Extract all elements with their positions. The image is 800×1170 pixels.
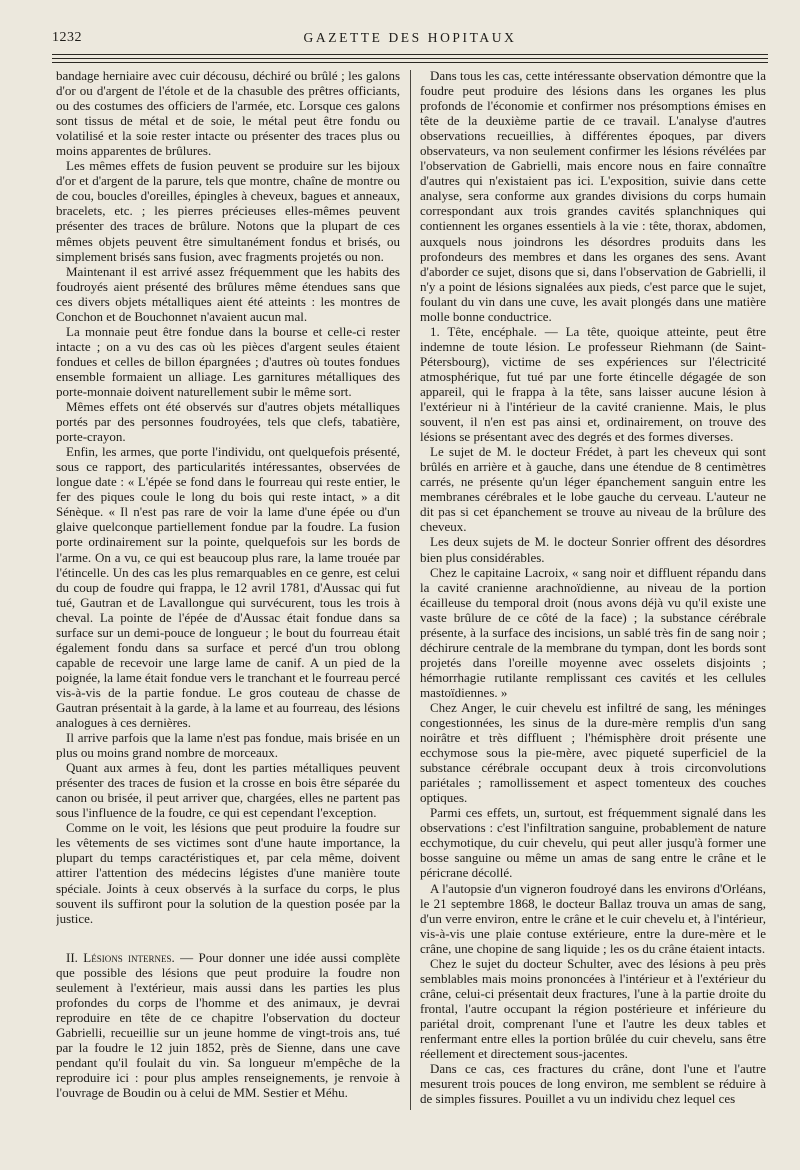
paragraph: Il arrive parfois que la lame n'est pas fondue, mais brisée en un plus ou moins grand nombre de morceaux. <box>56 730 400 761</box>
paragraph: Maintenant il est arrivé assez fréquemment que les habits des foudroyés aient présenté des brûlures même étendues sans que ces divers objets métalliques aient été atteints : les montres de Conchon et de Bouchonnet n'avaient aucun mal. <box>56 263 400 324</box>
column-divider <box>410 70 411 1110</box>
page-number: 1232 <box>52 30 82 45</box>
page-header <box>52 30 768 50</box>
paragraph: La monnaie peut être fondue dans la bourse et celle-ci rester intacte ; on a vu des cas où les pièces d'argent seules étaient fondues et celles de billon épargnées ; d'autres où toutes fondues ensemble formaient un alliage. Les garnitures métalliques des porte-monnaie doivent naturellement subir le même sort. <box>56 323 400 399</box>
left-column <box>56 68 400 1143</box>
paragraph: Mêmes effets ont été observés sur d'autres objets métalliques portés par des personnes foudroyées, tels que clefs, tabatière, porte-crayon. <box>56 399 400 445</box>
paragraph: Chez le sujet du docteur Schulter, avec des lésions à peu près semblables mais moins prononcées à l'intérieur et à l'extérieur du crâne, celui-ci présentait deux fractures, l'une à la partie droite du frontal, l'autre occupant la région postérieure et inférieure du pariétal droit, comprenant l'une et l'autre les deux tables et renfermant entre elles la portion brûlée du cuir chevelu, sans être réellement et directement sous-jacentes. <box>420 955 766 1062</box>
paragraph: Enfin, les armes, que porte l'individu, ont quelquefois présenté, sous ce rapport, des particularités intéressantes, observées de longue date : « L'épée se fond dans le fourreau qui reste entier, le fer des piques coule le long du bois qui reste intact, » a dit Sénèque. « Il n'est pas rare de voir la lame d'une épée ou d'un glaive quelconque partiellement fondue par la foudre. La fusion porte ordinairement sur la pointe, quelquefois sur les bords de l'arme. On a vu, ce qui est beaucoup plus rare, la lame trouée par l'étincelle. Un des cas les plus remarquables en ce genre, est celui du coup de foudre qui frappa, le 12 avril 1781, d'Aussac qui fut tué, Gautran et de Lavallongue qui survécurent, tous les trois à cheval. La pointe de l'épée de d'Aussac était fondue dans sa surface sur un demi-pouce de longueur ; le bout du fourreau était également fondu dans sa surface et percé d'un trou oblong capable de recevoir une large lame de canif. A un pied de la poignée, la lame était fondue vers le tranchant et le fourreau percé vis-à-vis de la partie fondue. Le gros couteau de chasse de Gautran présentait à la garde, à la lame et au fourreau, des lésions analogues à ces dernières. <box>56 444 400 731</box>
paragraph: Dans ce cas, ces fractures du crâne, dont l'une et l'autre mesurent trois pouces de long environ, me semblent se réduire à de simples fissures. Pouillet a vu un individu chez lequel ces <box>420 1061 766 1107</box>
paragraph: Les deux sujets de M. le docteur Sonrier offrent des désordres bien plus considérables. <box>420 534 766 565</box>
paragraph: Le sujet de M. le docteur Frédet, à part les cheveux qui sont brûlés en arrière et à gauche, dans une étendue de 8 centimètres carrés, ne présente qu'un léger épanchement sanguin entre les membranes cérébrales et le lobe gauche du cerveau. L'auteur ne dit pas si cet épanchement se trouve au niveau de la brûlure des cheveux. <box>420 444 766 535</box>
section-heading: II. Lésions internes. <box>66 949 175 965</box>
paragraph: Les mêmes effets de fusion peuvent se produire sur les bijoux d'or et d'argent de la parure, tels que montre, chaîne de montre ou de cou, boucles d'oreilles, épingles à cheveux, bagues et anneaux, bracelets, etc. ; les pierres précieuses elles-mêmes peuvent présenter des traces de brûlure. Notons que la plupart de ces mêmes objets peuvent être simultanément fondus et brisés, ou simplement brisés sans fusion, avec fragments projetés ou non. <box>56 158 400 264</box>
paragraph: Comme on le voit, les lésions que peut produire la foudre sur les vêtements de ses victimes sont d'une haute importance, la plupart du temps caractéristiques et, par cela même, doivent attirer l'attention des médecins légistes d'une manière toute spéciale. Joints à ceux observés à la surface du corps, le plus souvent ils suffiront pour la solution de la question posée par la justice. <box>56 820 400 926</box>
paragraph: bandage herniaire avec cuir décousu, déchiré ou brûlé ; les galons d'or ou d'argent de l'étole et de la chasuble des prêtres officiants, ou des costumes des officiers de l'armée, etc. Lorsque ces galons sont tissus de métal et de soie, le métal peut être fondu ou volatilisé et la soie rester intacte ou présenter des traces plus ou moins apparentes de brûlures. <box>56 68 400 159</box>
header-rule-bottom <box>52 62 768 63</box>
paragraph: Quant aux armes à feu, dont les parties métalliques peuvent présenter des traces de fusion et la crosse en bois être séparée du canon ou brisée, il peut arriver que, chargées, elles ne partent pas sous l'influence de la foudre, ce qui est cependant l'exception. <box>56 760 400 821</box>
section-text: — Pour donner une idée aussi complète que possible des lésions que peut produire la foudre non seulement à l'extérieur, mais aussi dans les parties les plus profondes du corps de l'homme et des animaux, je devrai reproduire en tête de ce chapitre l'observation du docteur Gabrielli, recueillie sur un jeune homme de vingt-trois ans, tué par la foudre le 12 juin 1852, près de Sienne, dans une cave pendant qu'il foulait du vin. Sa longueur m'empêche de la reproduire ici : pour plus amples renseignements, je renvoie à l'ouvrage de Boudin ou à celui de MM. Sestier et Méhu. <box>56 949 400 1101</box>
section-paragraph <box>56 950 400 1100</box>
right-column <box>420 68 766 1143</box>
paragraph: Chez Anger, le cuir chevelu est infiltré de sang, les méninges congestionnées, les sinus de la dure-mère remplis d'un sang noirâtre et très diffluent ; l'hémisphère droit présente une ecchymose sous la pie-mère, avec piqueté superficiel de la substance cérébrale occupant deux à trois circonvolutions pariétales ; ramollissement et aspect tomenteux des couches optiques. <box>420 699 766 806</box>
paragraph: A l'autopsie d'un vigneron foudroyé dans les environs d'Orléans, le 21 septembre 1868, le docteur Ballaz trouva un amas de sang, d'un verre environ, entre le crâne et le cuir chevelu et, à l'intérieur, vis-à-vis une plaie contuse extérieure, entre la dure-mère et le crâne, une chopine de sang liquide ; les os du crâne étaient intacts. <box>420 880 766 956</box>
header-rule-top <box>52 54 768 55</box>
paragraph: Parmi ces effets, un, surtout, est fréquemment signalé dans les observations : c'est l'infiltration sanguine, probablement de nature ecchymotique, du cuir chevelu, qui peut aller jusqu'à former une bosse sanguine ou même un amas de sang entre le crâne et le péricrane décollé. <box>420 805 766 881</box>
paragraph: Chez le capitaine Lacroix, « sang noir et diffluent répandu dans la cavité cranienne arachnoïdienne, au niveau de la portion écailleuse du temporal droit (nous avons déjà vu qu'il existe une vaste brûlure de ce côté de la face) ; la substance cérébrale présente, à la surface des incisions, un sablé très fin de sang noir ; déchirure centrale de la membrane du tympan, dont les bords sont projetés dans l'oreille moyenne avec osselets disjoints ; hémorrhagie rutilante remplissant ces cavités et les cellules mastoïdiennes. » <box>420 564 766 700</box>
paragraph: 1. Tête, encéphale. — La tête, quoique atteinte, peut être indemne de toute lésion. Le professeur Riehmann (de Saint-Pétersbourg), victime de ses expériences sur l'électricité atmosphérique, fut tué par une forte étincelle dégagée de son appareil, qui le frappa à la tête, sans laisser aucune lésion à l'extérieur ni à l'intérieur de la cavité cranienne. Mais, le plus souvent, il n'en est pas ainsi et, ordinairement, on trouve des lésions se présentant avec des degrés et des formes diverses. <box>420 323 766 445</box>
header-rule-middle <box>52 58 768 59</box>
paragraph: Dans tous les cas, cette intéressante observation démontre que la foudre peut produire des lésions dans les organes les plus profonds de l'économie et confirmer nos présomptions émises en tête de la deuxième partie de ce travail. L'analyse d'autres observations recueillies, à différentes époques, par divers observateurs, va non seulement confirmer les lésions révélées par l'observation de Gabrielli, mais encore nous en faire connaître d'autres qui n'existaient pas ici. L'exposition, suivie dans cette analyse, sera conforme aux grandes divisions du corps humain correspondant aux trois grandes cavités splanchniques qui contiennent les organes essentiels à la vie : tête, thorax, abdomen, auxquels nous joindrons les désordres produits dans les profondeurs des membres et dans les organes des sens. Avant d'aborder ce sujet, disons que si, dans l'observation de Gabrielli, il n'y a point de lésions signalées aux pieds, c'est parce que le sujet, foulant du vin dans une cuve, les avait plongés dans une matière molle bonne conductrice. <box>420 68 766 324</box>
journal-title: GAZETTE DES HOPITAUX <box>303 30 517 45</box>
